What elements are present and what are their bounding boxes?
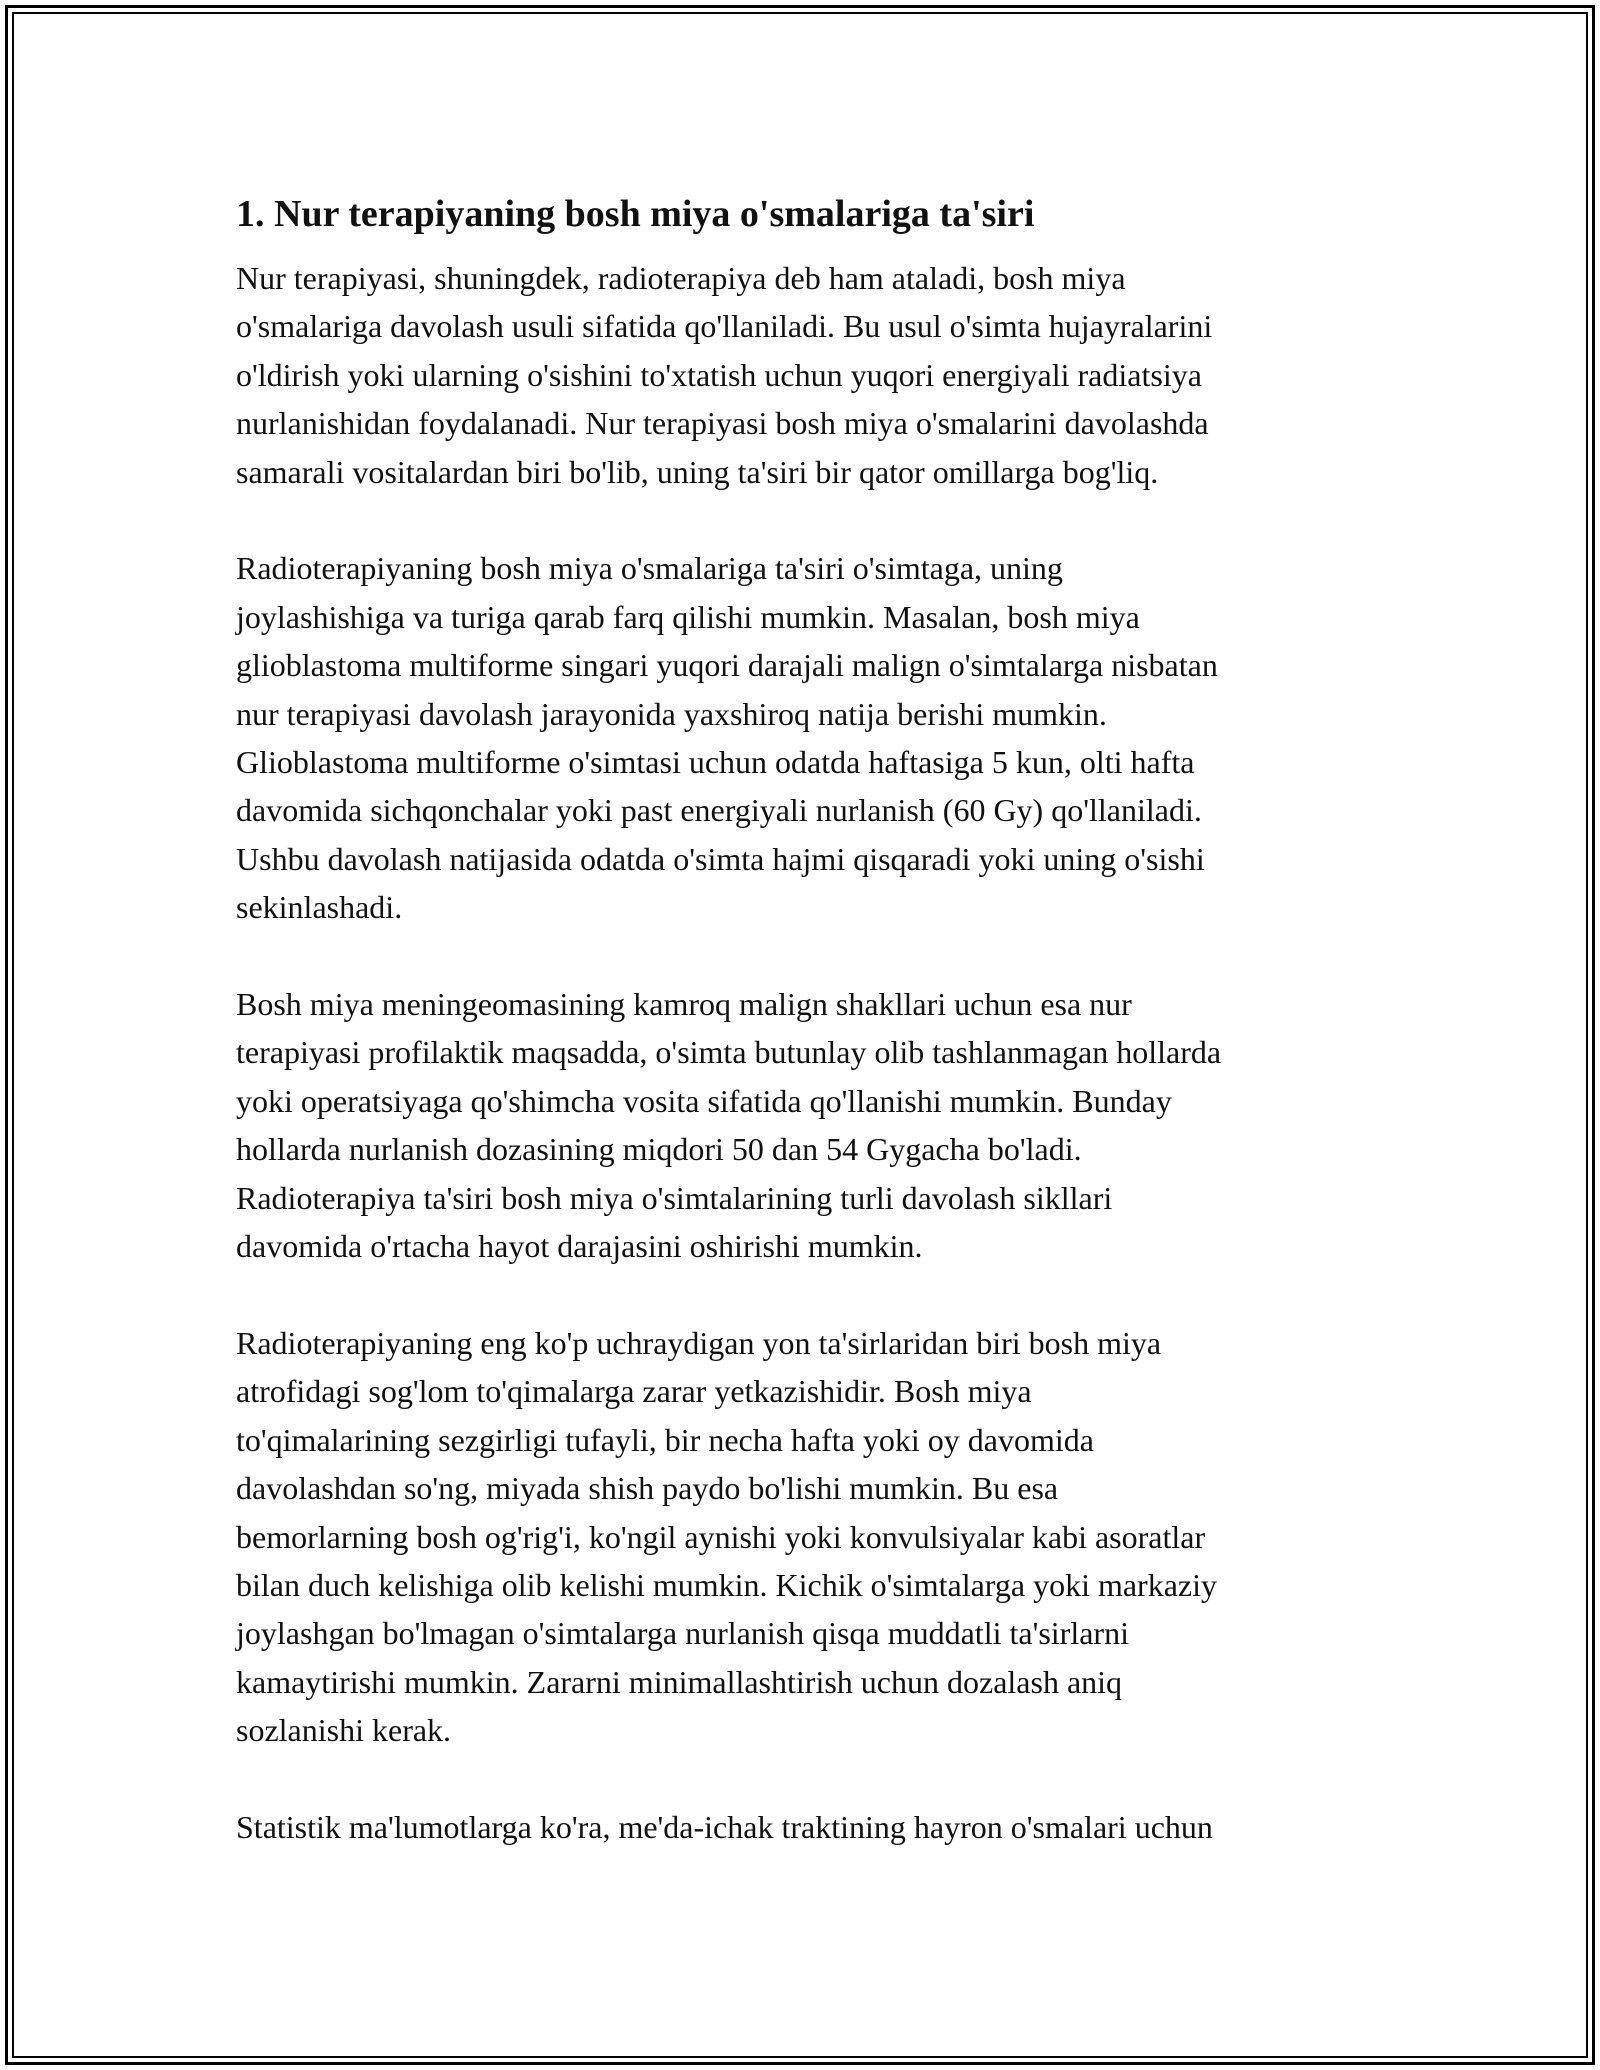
paragraph-2: Radioterapiyaning bosh miya o'smalariga ta'siri o'simtaga, uning joylashishiga va turiga qarab farq qilishi mumkin. Masalan, bosh miya glioblastoma multiforme singari yuqori darajali malign o'simtalarga nisbatan nur terapiyasi davolash jarayonida yaxshiroq natija berishi mumkin. Glioblastoma multiforme o'simtasi uchun odatda haftasiga 5 kun, olti hafta davomida sichqonchalar yoki past energiyali nurlanish (60 Gy) qo'llaniladi. Ushbu davolash natijasida odatda o'simta hajmi qisqaradi yoki uning o'sishi sekinlashadi.: [236, 550, 1218, 926]
section-heading: 1. Nur terapiyaning bosh miya o'smalariga ta'siri: [236, 193, 1035, 235]
paragraph-3: Bosh miya meningeomasining kamroq malign shakllari uchun esa nur terapiyasi profilaktik maqsadda, o'simta butunlay olib tashlanmagan hollarda yoki operatsiyaga qo'shimcha vosita sifatida qo'llanishi mumkin. Bunday hollarda nurlanish dozasining miqdori 50 dan 54 Gygacha bo'ladi. Radioterapiya ta'siri bosh miya o'simtalarining turli davolash sikllari davomida o'rtacha hayot darajasini oshirishi mumkin.: [236, 986, 1222, 1265]
paragraph-1: Nur terapiyasi, shuningdek, radioterapiya deb ham ataladi, bosh miya o'smalariga davolash usuli sifatida qo'llaniladi. Bu usul o'simta hujayralarini o'ldirish yoki ularning o'sishini to'xtatish uchun yuqori energiyali radiatsiya nurlanishidan foydalanadi. Nur terapiyasi bosh miya o'smalarini davolashda samarali vositalardan biri bo'lib, uning ta'siri bir qator omillarga bog'liq.: [236, 260, 1213, 490]
document-body: [236, 186, 1376, 1851]
paragraph-4: Radioterapiyaning eng ko'p uchraydigan yon ta'sirlaridan biri bosh miya atrofidagi sog'lom to'qimalarga zarar yetkazishidir. Bosh miya to'qimalarining sezgirligi tufayli, bir necha hafta yoki oy davomida davolashdan so'ng, miyada shish paydo bo'lishi mumkin. Bu esa bemorlarning bosh og'rig'i, ko'ngil aynishi yoki konvulsiyalar kabi asoratlar bilan duch kelishiga olib kelishi mumkin. Kichik o'simtalarga yoki markaziy joylashgan bo'lmagan o'simtalarga nurlanish qisqa muddatli ta'sirlarni kamaytirishi mumkin. Zararni minimallashtirish uchun dozalash aniq sozlanishi kerak.: [236, 1324, 1217, 1749]
paragraph-5: Statistik ma'lumotlarga ko'ra, me'da-ichak traktining hayron o'smalari uchun: [236, 1808, 1213, 1845]
